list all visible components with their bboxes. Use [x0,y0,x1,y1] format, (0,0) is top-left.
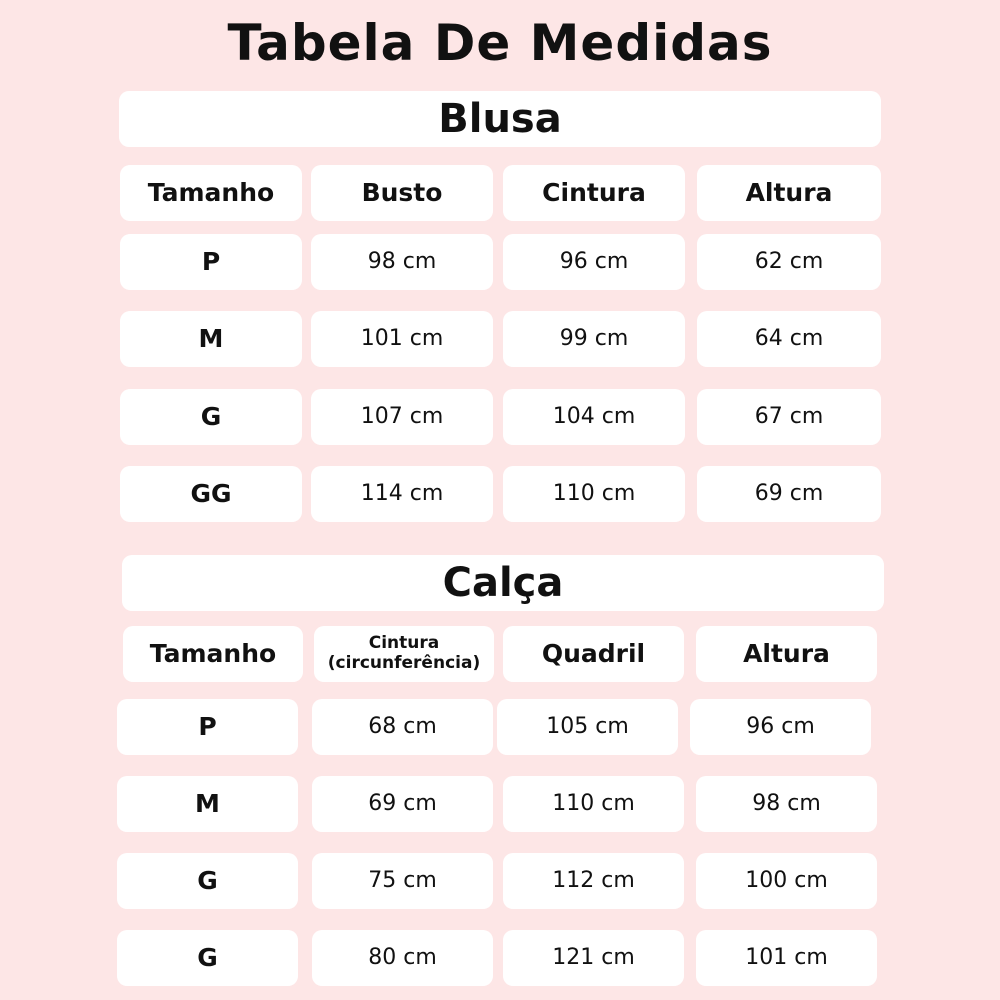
blusa-header-tamanho: Tamanho [120,165,302,221]
blusa-row-size: P [120,234,302,290]
calca-row-cintura: 68 cm [312,699,493,755]
calca-row-altura: 101 cm [696,930,877,986]
calca-header-cintura [314,626,494,682]
calca-header-altura: Altura [696,626,877,682]
blusa-row-busto: 107 cm [311,389,493,445]
blusa-header-altura: Altura [697,165,881,221]
calca-row-size: P [117,699,298,755]
calca-row-altura: 96 cm [690,699,871,755]
calca-header-cintura-line1: Cintura [368,633,440,654]
blusa-row-size: GG [120,466,302,522]
blusa-row-altura: 67 cm [697,389,881,445]
page-title: Tabela De Medidas [227,14,773,72]
calca-row-quadril: 110 cm [503,776,684,832]
blusa-row-cintura: 110 cm [503,466,685,522]
calca-header-cintura-line2: (circunferência) [327,653,481,673]
calca-row-size: G [117,853,298,909]
calca-row-cintura: 75 cm [312,853,493,909]
blusa-row-altura: 69 cm [697,466,881,522]
calca-section-title: Calça [122,555,884,611]
blusa-row-altura: 64 cm [697,311,881,367]
blusa-row-cintura: 99 cm [503,311,685,367]
calca-header-quadril: Quadril [503,626,684,682]
calca-row-altura: 98 cm [696,776,877,832]
blusa-row-cintura: 104 cm [503,389,685,445]
blusa-row-size: G [120,389,302,445]
blusa-section-title: Blusa [119,91,881,147]
blusa-header-cintura: Cintura [503,165,685,221]
calca-row-size: G [117,930,298,986]
calca-row-quadril: 105 cm [497,699,678,755]
calca-row-altura: 100 cm [696,853,877,909]
blusa-header-busto: Busto [311,165,493,221]
calca-row-cintura: 80 cm [312,930,493,986]
calca-row-cintura: 69 cm [312,776,493,832]
calca-row-quadril: 112 cm [503,853,684,909]
blusa-row-busto: 101 cm [311,311,493,367]
blusa-row-cintura: 96 cm [503,234,685,290]
calca-row-quadril: 121 cm [503,930,684,986]
blusa-row-busto: 98 cm [311,234,493,290]
calca-row-size: M [117,776,298,832]
blusa-row-altura: 62 cm [697,234,881,290]
calca-header-tamanho: Tamanho [123,626,303,682]
blusa-row-busto: 114 cm [311,466,493,522]
blusa-row-size: M [120,311,302,367]
